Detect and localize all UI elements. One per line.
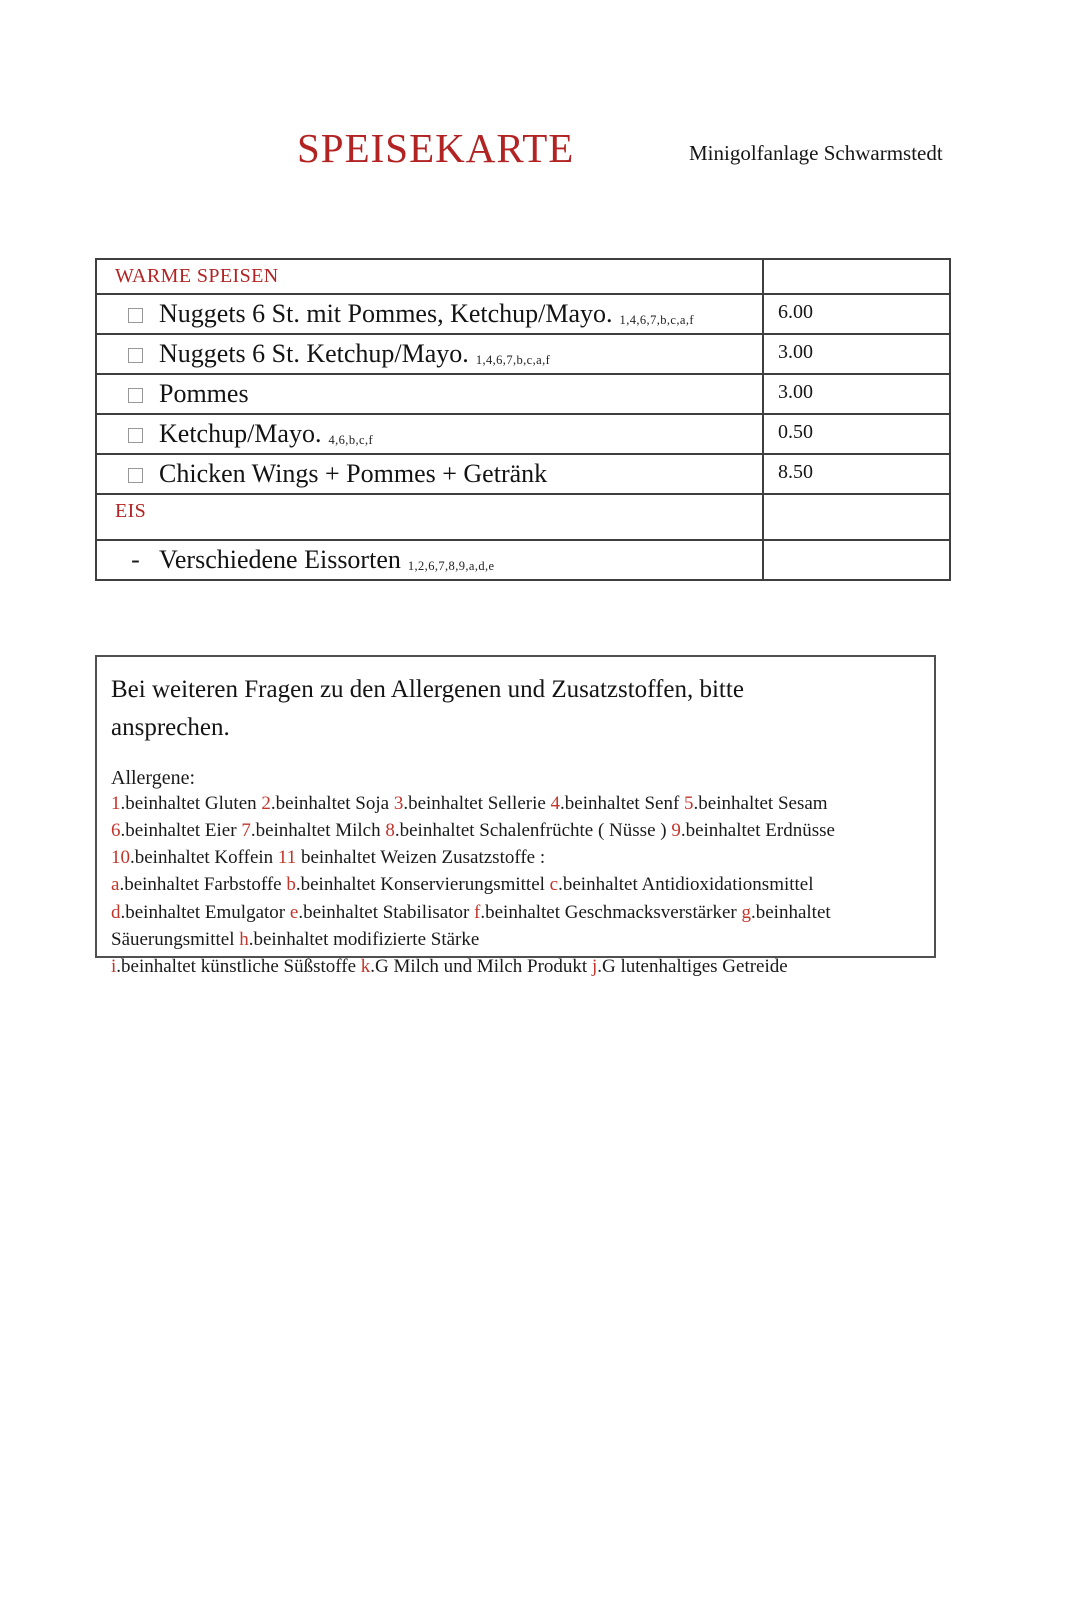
menu-item-row xyxy=(97,333,949,373)
page-title: SPEISEKARTE xyxy=(297,125,575,171)
allergen-code-marker: g xyxy=(741,901,751,923)
item-name: Chicken Wings + Pommes + Getränk xyxy=(159,459,548,488)
allergen-code-marker: 6 xyxy=(111,820,121,842)
allergen-text: .beinhaltet Farbstoffe xyxy=(119,874,287,896)
empty-checkbox-icon xyxy=(128,348,143,363)
allergen-note: Bei weiteren Fragen zu den Allergenen und Zusatzstoffen, bitte ansprechen. xyxy=(111,676,744,741)
allergen-text: .beinhaltet Eier xyxy=(120,820,242,842)
item-price: 3.00 xyxy=(778,341,813,363)
allergen-code-marker: e xyxy=(289,901,299,923)
empty-checkbox-icon xyxy=(128,428,143,443)
menu-item-row xyxy=(97,453,949,493)
allergen-text: .G Milch und Milch Produkt xyxy=(370,955,592,977)
item-allergen-codes: 1,2,6,7,8,9,a,d,e xyxy=(407,558,495,573)
allergen-code-marker: 8 xyxy=(385,820,395,842)
menu-item-row xyxy=(97,373,949,413)
allergen-code-marker: 11 xyxy=(277,847,297,869)
allergen-text: .beinhaltet Geschmacksverstärker xyxy=(480,901,742,923)
allergen-code-marker: k xyxy=(360,955,371,977)
section-header-label: EIS xyxy=(115,500,147,522)
allergen-text: .beinhaltet künstliche Süßstoffe xyxy=(116,955,361,977)
allergen-code-marker: j xyxy=(591,955,598,977)
allergen-code-marker: 7 xyxy=(241,820,251,842)
menu-item-row xyxy=(97,413,949,453)
allergen-line xyxy=(111,871,922,898)
empty-checkbox-icon xyxy=(128,468,143,483)
item-name-cell xyxy=(97,415,762,453)
allergen-code-marker: i xyxy=(111,955,117,977)
menu-table xyxy=(95,258,951,581)
item-price: 0.50 xyxy=(778,421,813,443)
allergen-code-marker: 10 xyxy=(111,847,130,869)
price-cell xyxy=(762,375,949,413)
price-cell xyxy=(762,495,949,539)
allergen-text: .beinhaltet Sellerie xyxy=(403,793,551,814)
allergen-text: .beinhaltet Koffein xyxy=(130,847,278,869)
item-name: Nuggets 6 St. mit Pommes, Ketchup/Mayo. xyxy=(159,299,613,328)
section-header-cell xyxy=(97,260,762,293)
price-cell xyxy=(762,415,949,453)
allergen-line xyxy=(111,844,922,871)
allergen-line xyxy=(111,953,922,980)
item-allergen-codes: 1,4,6,7,b,c,a,f xyxy=(619,312,694,327)
allergen-text: .beinhaltet Erdnüsse xyxy=(680,820,835,842)
item-name-cell xyxy=(97,455,762,493)
allergen-text: .beinhaltet modifizierte Stärke xyxy=(248,928,480,950)
allergen-text: .beinhaltet Konservierungsmittel xyxy=(295,874,550,896)
allergen-code-marker: b xyxy=(286,874,296,896)
allergen-text: Säuerungsmittel xyxy=(111,928,240,950)
allergen-text: .beinhaltet Antidioxidationsmittel xyxy=(558,874,814,896)
item-name-cell xyxy=(97,541,762,579)
allergen-list xyxy=(111,790,922,980)
allergen-code-marker: 2 xyxy=(261,793,271,814)
allergen-text: .beinhaltet xyxy=(751,901,831,923)
allergens-label: Allergene: xyxy=(111,767,196,789)
menu-item-row xyxy=(97,539,949,579)
allergen-code-marker: 4 xyxy=(550,793,561,814)
section-header-label: WARME SPEISEN xyxy=(115,265,279,287)
allergen-info-box xyxy=(95,655,936,977)
allergen-text: .beinhaltet Senf xyxy=(560,793,685,814)
menu-item-row xyxy=(97,293,949,333)
allergen-code-marker: 1 xyxy=(111,793,121,814)
price-cell xyxy=(762,455,949,493)
price-cell xyxy=(762,295,949,333)
empty-checkbox-icon xyxy=(128,308,143,323)
item-name-cell xyxy=(97,295,762,333)
allergen-text: .beinhaltet Schalenfrüchte ( Nüsse ) xyxy=(394,820,672,842)
allergen-text: .beinhaltet Milch xyxy=(250,820,386,842)
item-allergen-codes: 1,4,6,7,b,c,a,f xyxy=(475,352,551,367)
allergen-code-marker: a xyxy=(111,874,120,896)
allergen-text: .beinhaltet Sesam xyxy=(693,793,828,814)
item-price: 8.50 xyxy=(778,461,813,483)
item-allergen-codes: 4,6,b,c,f xyxy=(328,432,374,447)
allergen-text: .G lutenhaltiges Getreide xyxy=(597,955,788,977)
item-name: Pommes xyxy=(159,379,249,408)
allergen-code-marker: 3 xyxy=(393,793,404,814)
allergen-line xyxy=(111,926,922,953)
section-header-cell xyxy=(97,495,762,539)
item-price: 6.00 xyxy=(778,301,813,323)
item-name-cell xyxy=(97,375,762,413)
allergen-code-marker: f xyxy=(474,901,481,923)
allergen-line xyxy=(111,790,922,817)
allergen-line xyxy=(111,899,922,926)
section-header-row xyxy=(97,260,949,293)
allergen-line xyxy=(111,817,922,844)
allergen-text: .beinhaltet Soja xyxy=(270,793,394,814)
allergen-text: .beinhaltet Stabilisator xyxy=(298,901,475,923)
item-name-cell xyxy=(97,335,762,373)
allergen-code-marker: 5 xyxy=(684,793,694,814)
price-cell xyxy=(762,260,949,293)
dash-bullet: - xyxy=(131,545,140,574)
venue-name: Minigolfanlage Schwarmstedt xyxy=(689,141,943,165)
allergen-code-marker: c xyxy=(549,874,559,896)
allergen-code-marker: 9 xyxy=(671,820,681,842)
item-name: Verschiedene Eissorten xyxy=(159,545,401,574)
price-cell xyxy=(762,541,949,579)
empty-checkbox-icon xyxy=(128,388,143,403)
price-cell xyxy=(762,335,949,373)
item-name: Ketchup/Mayo. xyxy=(159,419,322,448)
allergen-text: .beinhaltet Gluten xyxy=(120,793,262,814)
allergen-code-marker: h xyxy=(239,928,249,950)
allergen-text: .beinhaltet Emulgator xyxy=(120,901,290,923)
allergen-text: beinhaltet Weizen Zusatzstoffe : xyxy=(296,847,546,869)
section-header-row xyxy=(97,493,949,539)
item-price: 3.00 xyxy=(778,381,813,403)
allergen-code-marker: d xyxy=(111,901,121,923)
item-name: Nuggets 6 St. Ketchup/Mayo. xyxy=(159,339,469,368)
